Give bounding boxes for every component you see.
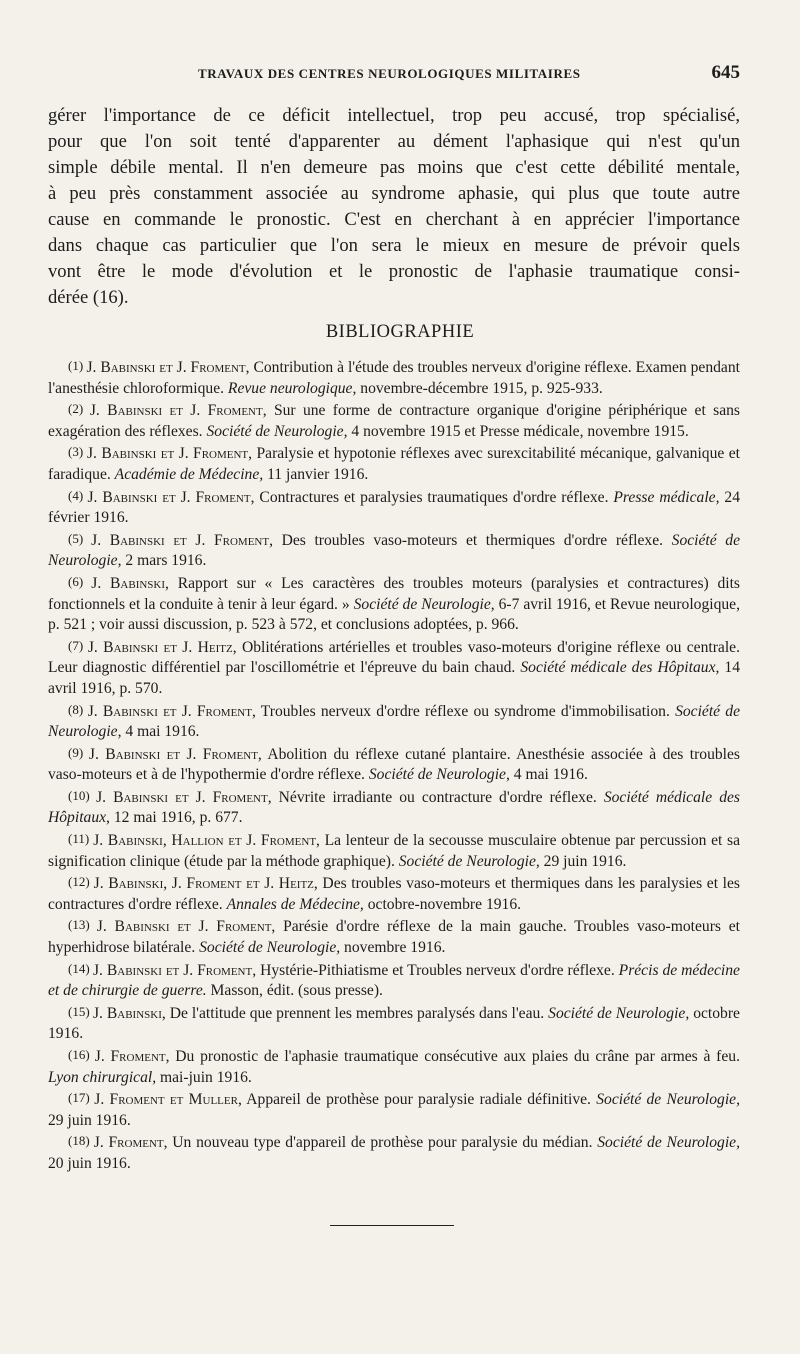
body-line: vont être le mode d'évolution et le pronostic de l'aphasie traumatique consi- bbox=[48, 261, 740, 282]
reference-title: Rapport sur « Les caractères des troubles moteurs (paralysies et contractures) dits fonctionnels et la conduite à tenir à leur égard. » bbox=[48, 574, 740, 613]
reference-number: (3) bbox=[68, 444, 87, 460]
body-line: cause en commande le pronostic. C'est en cherchant à en apprécier l'importance bbox=[48, 209, 740, 230]
reference-details: 6-7 avril 1916, et Revue neurologique, p. 521 ; voir aussi discussion, p. 523 à 572, et conclusions adoptées, p. 966. bbox=[48, 595, 740, 634]
reference-details: 4 novembre 1915 et Presse médicale, novembre 1915. bbox=[347, 422, 689, 440]
reference-number: (9) bbox=[68, 744, 89, 760]
reference-journal: Précis de médecine et de chirurgie de guerre. bbox=[48, 961, 740, 1000]
bibliography-entry bbox=[48, 872, 740, 915]
reference-number: (2) bbox=[68, 401, 90, 417]
reference-journal: Société de Neurologie, bbox=[597, 1134, 740, 1152]
reference-journal: Société de Neurologie, bbox=[596, 1091, 740, 1109]
reference-number: (15) bbox=[68, 1003, 93, 1019]
reference-journal: Société de Neurologie, bbox=[548, 1004, 690, 1022]
reference-number: (14) bbox=[68, 960, 93, 976]
reference-details: 20 juin 1916. bbox=[48, 1154, 131, 1172]
reference-authors: J. Babinski, J. Froment et J. Heitz, bbox=[93, 875, 318, 893]
running-header bbox=[48, 62, 740, 86]
reference-number: (13) bbox=[68, 917, 97, 933]
reference-journal: Société de Neurologie, bbox=[199, 939, 341, 957]
reference-number: (12) bbox=[68, 874, 94, 890]
bibliography-entry bbox=[48, 743, 740, 786]
reference-title: La lenteur de la secousse musculaire obtenue par percussion et sa signification clinique (étude par la méthode graphique). bbox=[48, 832, 740, 870]
reference-number: (10) bbox=[68, 787, 97, 803]
bibliography-title: BIBLIOGRAPHIE bbox=[325, 322, 475, 342]
body-line: simple débile mental. Il n'en demeure pas moins que c'est cette débilité mentale, bbox=[48, 157, 740, 178]
reference-details: 4 mai 1916. bbox=[509, 766, 588, 784]
reference-details: 29 juin 1916. bbox=[539, 852, 627, 870]
reference-title: Contractures et paralysies traumatiques d'ordre réflexe. bbox=[254, 488, 614, 506]
bibliography-entry bbox=[48, 1088, 740, 1131]
bibliography-entry bbox=[48, 399, 740, 442]
reference-authors: J. Babinski et J. Froment, bbox=[92, 961, 257, 979]
reference-journal: Société de Neurologie, bbox=[353, 595, 495, 613]
reference-journal: Société de Neurologie, bbox=[48, 702, 740, 741]
reference-number: (17) bbox=[68, 1090, 95, 1106]
bibliography-entry bbox=[48, 1045, 740, 1088]
body-line: gérer l'importance de ce déficit intellectuel, trop peu accusé, trop spécialisé, bbox=[48, 105, 740, 126]
reference-details: 12 mai 1916, p. 677. bbox=[109, 809, 243, 827]
reference-journal: Société médicale des Hôpitaux, bbox=[48, 788, 740, 827]
reference-title: Sur une forme de contracture organique d'origine périphérique et sans exagération des réflexes. bbox=[48, 402, 740, 440]
bibliography-entry bbox=[48, 572, 740, 636]
reference-details: 2 mars 1916. bbox=[121, 552, 207, 570]
reference-authors: J. Babinski et J. Froment, bbox=[96, 788, 272, 806]
body-line: à peu près constamment associée au syndrome aphasie, qui plus que toute autre bbox=[48, 183, 740, 204]
reference-number: (6) bbox=[68, 573, 92, 589]
body-line: dérée (16). bbox=[48, 287, 129, 308]
bibliography-entry bbox=[48, 700, 740, 743]
reference-title: Des troubles vaso-moteurs et thermiques d'ordre réflexe. bbox=[272, 531, 672, 549]
reference-journal: Presse médicale, bbox=[613, 488, 720, 506]
reference-details: Masson, édit. (sous presse). bbox=[206, 982, 383, 1000]
reference-title: De l'attitude que prennent les membres paralysés dans l'eau. bbox=[165, 1004, 549, 1022]
reference-authors: J. Froment, bbox=[93, 1134, 168, 1152]
reference-details: 4 mai 1916. bbox=[121, 723, 200, 741]
reference-title: Parésie d'ordre réflexe de la main gauche. Troubles vaso-moteurs et hyperhidrose bilatérale. bbox=[48, 918, 740, 957]
reference-authors: J. Froment et Muller, bbox=[94, 1091, 242, 1109]
reference-authors: J. Babinski et J. Heitz, bbox=[87, 638, 237, 656]
reference-title: Appareil de prothèse pour paralysie radiale définitive. bbox=[241, 1091, 597, 1109]
reference-details: 29 juin 1916. bbox=[48, 1111, 131, 1129]
running-title: TRAVAUX DES CENTRES NEUROLOGIQUES MILITAIRES bbox=[198, 66, 581, 81]
reference-journal: Société médicale des Hôpitaux, bbox=[520, 659, 720, 677]
closing-rule bbox=[330, 1225, 454, 1226]
reference-authors: J. Babinski et J. Froment, bbox=[91, 531, 273, 549]
reference-title: Des troubles vaso-moteurs et thermiques dans les paralysies et les contractures d'ordre réflexe. bbox=[48, 875, 740, 913]
reference-authors: J. Babinski et J. Froment, bbox=[88, 745, 262, 763]
reference-number: (4) bbox=[68, 487, 88, 503]
reference-authors: J. Babinski et J. Froment, bbox=[96, 918, 276, 936]
bibliography-entry bbox=[48, 915, 740, 958]
reference-details: 11 janvier 1916. bbox=[263, 465, 369, 483]
bibliography-entry bbox=[48, 442, 740, 485]
reference-details: novembre-décembre 1915, p. 925-933. bbox=[356, 379, 603, 397]
reference-details: 24 février 1916. bbox=[48, 488, 741, 527]
reference-title: Oblitérations artérielles et troubles vaso-moteurs d'origine réflexe ou centrale. Leur diagnostic différentiel par l'oscillométrie et l'épreuve du bain chaud. bbox=[48, 638, 740, 677]
reference-journal: Lyon chirurgical, bbox=[48, 1068, 157, 1086]
reference-journal: Société de Neurologie, bbox=[368, 766, 510, 784]
reference-authors: J. Babinski et J. Froment, bbox=[89, 402, 267, 420]
bibliography-entry bbox=[48, 356, 740, 399]
reference-title: Abolition du réflexe cutané plantaire. Anesthésie associée à des troubles vaso-moteurs et à de l'hypothermie d'ordre réflexe. bbox=[48, 745, 740, 784]
reference-number: (11) bbox=[68, 831, 94, 847]
reference-title: Troubles nerveux d'ordre réflexe ou syndrome d'immobilisation. bbox=[255, 702, 676, 720]
body-line: dans chaque cas particulier que l'on sera le mieux en mesure de prévoir quels bbox=[48, 235, 740, 256]
bibliography-entry bbox=[48, 486, 740, 529]
bibliography-entry bbox=[48, 636, 740, 700]
reference-number: (18) bbox=[68, 1133, 94, 1149]
reference-details: 14 avril 1916, p. 570. bbox=[48, 659, 740, 697]
reference-journal: Société de Neurologie, bbox=[206, 422, 348, 440]
body-line: pour que l'on soit tenté d'apparenter au dément l'aphasique qui n'est qu'un bbox=[48, 131, 740, 152]
reference-details: octobre-novembre 1916. bbox=[363, 895, 522, 913]
reference-authors: J. Babinski, Hallion et J. Froment, bbox=[93, 832, 320, 850]
bibliography-entry bbox=[48, 529, 740, 572]
reference-title: Paralysie et hypotonie réflexes avec surexcitabilité mécanique, galvanique et faradique. bbox=[48, 445, 740, 483]
bibliography-entry bbox=[48, 829, 740, 872]
reference-title: Contribution à l'étude des troubles nerveux d'origine réflexe. Examen pendant l'anesthésie chloroformique. bbox=[48, 359, 740, 397]
reference-authors: J. Babinski, bbox=[91, 574, 169, 592]
reference-number: (5) bbox=[68, 530, 92, 546]
reference-authors: J. Babinski et J. Froment, bbox=[86, 359, 250, 376]
reference-title: Du pronostic de l'aphasie traumatique consécutive aux plaies du crâne par armes à feu. bbox=[169, 1048, 740, 1065]
reference-details: mai-juin 1916. bbox=[156, 1068, 252, 1086]
body-paragraph bbox=[48, 103, 740, 311]
bibliography-entry bbox=[48, 959, 740, 1002]
bibliography-list bbox=[48, 356, 740, 1175]
reference-journal: Académie de Médecine, bbox=[114, 465, 264, 483]
reference-details: octobre 1916. bbox=[48, 1004, 740, 1043]
reference-journal: Annales de Médecine, bbox=[226, 895, 364, 913]
page-number: 645 bbox=[711, 62, 740, 83]
reference-journal: Revue neurologique, bbox=[227, 379, 357, 397]
reference-title: Un nouveau type d'appareil de prothèse pour paralysie du médian. bbox=[167, 1134, 598, 1152]
bibliography-entry bbox=[48, 1131, 740, 1174]
reference-title: Hystérie-Pithiatisme et Troubles nerveux d'ordre réflexe. bbox=[256, 961, 619, 979]
reference-number: (1) bbox=[68, 358, 87, 373]
reference-journal: Société de Neurologie, bbox=[48, 531, 740, 570]
reference-title: Névrite irradiante ou contracture d'ordre réflexe. bbox=[271, 788, 604, 806]
reference-number: (7) bbox=[68, 637, 88, 653]
reference-authors: J. Babinski, bbox=[92, 1004, 166, 1022]
reference-number: (16) bbox=[68, 1047, 95, 1062]
bibliography-entry bbox=[48, 786, 740, 829]
reference-authors: J. Froment, bbox=[94, 1048, 170, 1065]
bibliography-entry bbox=[48, 1002, 740, 1045]
reference-authors: J. Babinski et J. Froment, bbox=[87, 702, 256, 720]
reference-authors: J. Babinski et J. Froment, bbox=[87, 488, 255, 506]
reference-number: (8) bbox=[68, 701, 88, 717]
reference-details: novembre 1916. bbox=[340, 939, 446, 957]
reference-journal: Société de Neurologie, bbox=[398, 852, 540, 870]
reference-authors: J. Babinski et J. Froment, bbox=[86, 445, 253, 463]
